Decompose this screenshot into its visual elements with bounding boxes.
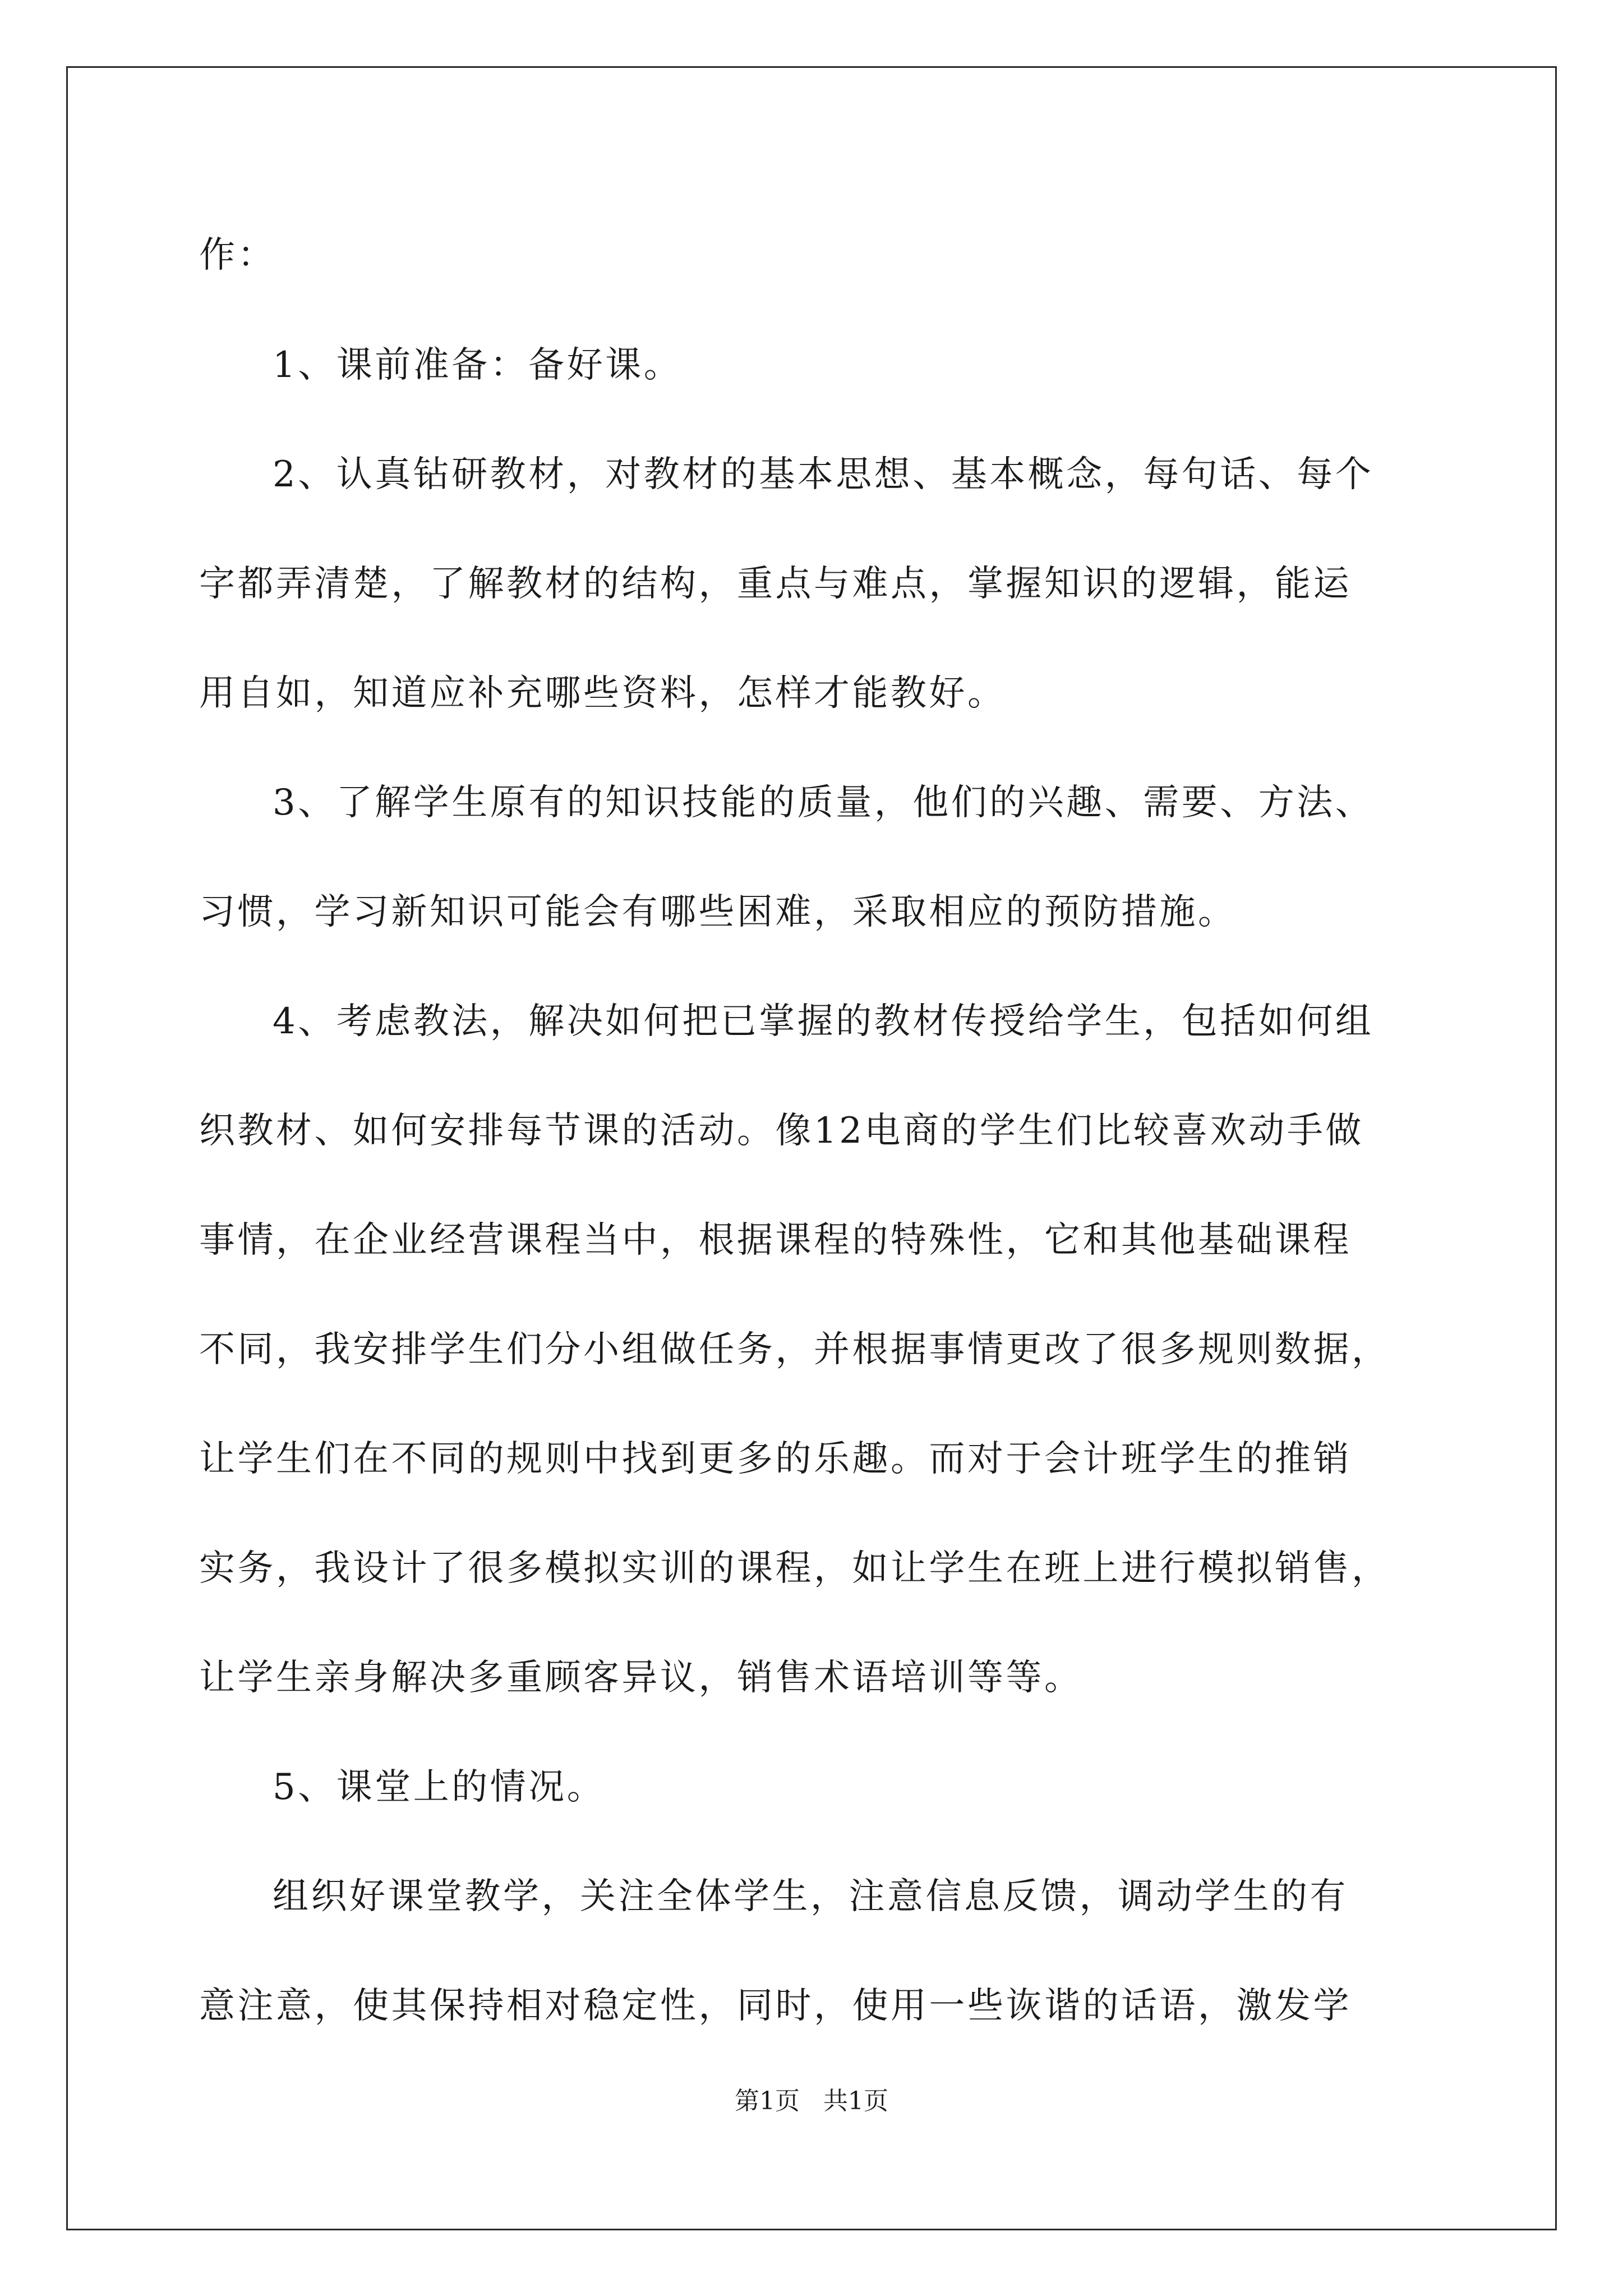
text-line: 3、了解学生原有的知识技能的质量，他们的兴趣、需要、方法、 [273,782,1374,823]
text-line: 4、考虑教法，解决如何把已掌握的教材传授给学生，包括如何组 [273,1001,1374,1042]
text-line: 织教材、如何安排每节课的活动。像12电商的学生们比较喜欢动手做 [199,1110,1364,1152]
text-line: 事情，在企业经营课程当中，根据课程的特殊性，它和其他基础课程 [199,1220,1352,1261]
text-line: 作： [199,234,276,276]
text-line: 字都弄清楚，了解教材的结构，重点与难点，掌握知识的逻辑，能运 [199,563,1352,605]
text-line: 2、认真钻研教材，对教材的基本思想、基本概念，每句话、每个 [273,454,1374,495]
text-line: 5、课堂上的情况。 [273,1766,606,1808]
text-line: 用自如，知道应补充哪些资料，怎样才能教好。 [199,673,1006,714]
text-line: 让学生们在不同的规则中找到更多的乐趣。而对于会计班学生的推销 [199,1438,1352,1480]
text-line: 让学生亲身解决多重顾客异议，销售术语培训等等。 [199,1657,1083,1699]
text-line: 实务，我设计了很多模拟实训的课程，如让学生在班上进行模拟销售， [199,1548,1390,1589]
text-line: 习惯，学习新知识可能会有哪些困难，采取相应的预防措施。 [199,891,1237,933]
text-line: 组织好课堂教学，关注全体学生，注意信息反馈，调动学生的有 [273,1876,1348,1917]
page-number-footer: 第1页 共1页 [735,2087,888,2115]
text-line: 1、课前准备：备好课。 [273,344,683,386]
text-line: 不同，我安排学生们分小组做任务，并根据事情更改了很多规则数据， [199,1329,1390,1370]
text-line: 意注意，使其保持相对稳定性，同时，使用一些诙谐的话语，激发学 [199,1985,1352,2027]
